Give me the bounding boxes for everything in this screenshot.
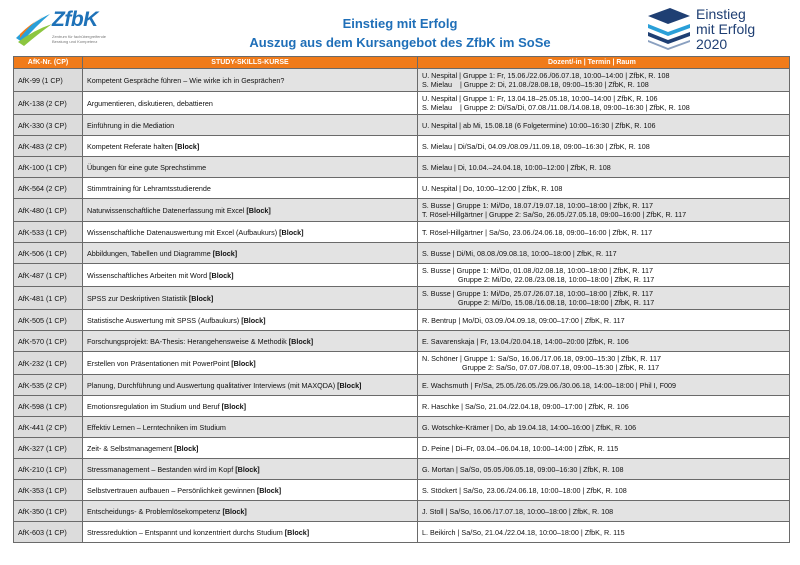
course-schedule-cell <box>418 264 790 287</box>
block-tag: [Block] <box>188 293 214 303</box>
schedule-line: Gruppe 2: Mi/Do, 22.08./23.08.18, 10:00–18:00 | ZfbK, R. 117 <box>422 275 655 284</box>
course-schedule-cell <box>418 115 790 136</box>
table-row <box>14 264 790 287</box>
table-row <box>14 157 790 178</box>
table-row <box>14 522 790 543</box>
course-number: AfK-99 (1 CP) <box>14 69 83 92</box>
course-schedule-cell <box>418 501 790 522</box>
block-tag: [Block] <box>174 141 200 151</box>
course-schedule-cell <box>418 178 790 199</box>
schedule-line: J. Stoll | Sa/So, 16.06./17.07.18, 10:00–18:00 | ZfbK, R. 108 <box>422 506 614 516</box>
block-tag: [Block] <box>231 358 256 368</box>
schedule-line: U. Nespital | Do, 10:00–12:00 | ZfbK, R. 108 <box>422 183 563 193</box>
block-tag: [Block] <box>288 336 314 346</box>
block-tag: [Block] <box>337 380 362 390</box>
course-number: AfK-481 (1 CP) <box>14 287 83 310</box>
table-row <box>14 69 790 92</box>
course-title: Kompetent Referate halten <box>87 141 173 151</box>
table-row <box>14 331 790 352</box>
course-number: AfK-350 (1 CP) <box>14 501 83 522</box>
schedule-line: D. Peine | Di–Fr, 03.04.–06.04.18, 10:00–14:00 | ZfbK, R. 115 <box>422 443 619 453</box>
title-line-1: Einstieg mit Erfolg <box>342 16 458 31</box>
block-tag: [Block] <box>221 401 247 411</box>
course-number: AfK-535 (2 CP) <box>14 375 83 396</box>
course-title: Selbstvertrauen aufbauen – Persönlichkeit gewinnen <box>87 485 255 495</box>
schedule-line: G. Wotschke-Krämer | Do, ab 19.04.18, 14:00–16:00 | ZfbK, R. 106 <box>422 422 637 432</box>
course-number: AfK-480 (1 CP) <box>14 199 83 222</box>
course-title-cell <box>83 157 418 178</box>
course-title: Übungen für eine gute Sprechstimme <box>87 162 207 172</box>
course-title: Forschungsprojekt: BA-Thesis: Herangehensweise & Methodik <box>87 336 287 346</box>
course-title-cell <box>83 115 418 136</box>
table-row <box>14 459 790 480</box>
course-title: Naturwissenschaftliche Datenerfassung mit Excel <box>87 205 245 215</box>
zfbk-logo-text: ZfbK <box>52 8 98 31</box>
schedule-line: S. Busse | Gruppe 1: Mi/Do, 01.08./02.08.18, 10:00–18:00 | ZfbK, R. 117 <box>422 266 653 275</box>
course-title: Stressmanagement – Bestanden wird im Kopf <box>87 464 234 474</box>
course-title-cell <box>83 199 418 222</box>
course-title: SPSS zur Deskriptiven Statistik <box>87 293 187 303</box>
course-number: AfK-353 (1 CP) <box>14 480 83 501</box>
course-number: AfK-570 (1 CP) <box>14 331 83 352</box>
course-schedule-cell <box>418 417 790 438</box>
col-header-dozent: Dozent/-in | Termin | Raum <box>418 57 790 69</box>
table-row <box>14 222 790 243</box>
course-title-cell <box>83 375 418 396</box>
schedule-line: S. Mielau | Gruppe 2: Di/Sa/Di, 07.08./11.08./14.08.18, 09:00–16:30 | ZfbK, R. 108 <box>422 103 690 112</box>
course-number: AfK-441 (2 CP) <box>14 417 83 438</box>
schedule-line: R. Bentrup | Mo/Di, 03.09./04.09.18, 09:00–17:00 | ZfbK, R. 117 <box>422 315 625 325</box>
course-title: Abbildungen, Tabellen und Diagramme <box>87 248 211 258</box>
course-schedule-cell <box>418 480 790 501</box>
schedule-line: T. Rösel-Hillgärtner | Sa/So, 23.06./24.06.18, 09:00–16:00 | ZfbK, R. 117 <box>422 227 653 237</box>
schedule-line: S. Stöckert | Sa/So, 23.06./24.06.18, 10:00–18:00 | ZfbK, R. 108 <box>422 485 627 495</box>
course-title: Wissenschaftliches Arbeiten mit Word <box>87 270 208 280</box>
course-title-cell <box>83 501 418 522</box>
course-number: AfK-598 (1 CP) <box>14 396 83 417</box>
table-row <box>14 501 790 522</box>
course-title-cell <box>83 417 418 438</box>
einstieg-logo-line3: 2020 <box>696 36 728 52</box>
course-number: AfK-487 (1 CP) <box>14 264 83 287</box>
table-row <box>14 178 790 199</box>
course-title: Argumentieren, diskutieren, debattieren <box>87 98 213 108</box>
course-title: Planung, Durchführung und Auswertung qualitativer Interviews (mit MAXQDA) <box>87 380 336 390</box>
course-title-cell <box>83 331 418 352</box>
course-title-cell <box>83 69 418 92</box>
block-tag: [Block] <box>241 315 266 325</box>
schedule-line: G. Mortan | Sa/So, 05.05./06.05.18, 09:00–16:30 | ZfbK, R. 108 <box>422 464 624 474</box>
table-row <box>14 352 790 375</box>
course-title-cell <box>83 438 418 459</box>
block-tag: [Block] <box>222 506 247 516</box>
schedule-line: E. Wachsmuth | Fr/Sa, 25.05./26.05./29.06./30.06.18, 14:00–18:00 | Phil I, F009 <box>422 380 676 390</box>
schedule-line: E. Savarenskaja | Fr, 13.04./20.04.18, 14:00–20:00 |ZfbK, R. 106 <box>422 336 629 346</box>
col-header-nr: AfK-Nr. (CP) <box>14 57 83 69</box>
course-schedule-cell <box>418 157 790 178</box>
block-tag: [Block] <box>235 464 260 474</box>
schedule-line: R. Haschke | Sa/So, 21.04./22.04.18, 09:00–17:00 | ZfbK, R. 106 <box>422 401 629 411</box>
course-title-cell <box>83 136 418 157</box>
course-number: AfK-483 (2 CP) <box>14 136 83 157</box>
course-schedule-cell <box>418 310 790 331</box>
einstieg-logo <box>646 6 786 52</box>
schedule-line: S. Busse | Di/Mi, 08.08./09.08.18, 10:00–18:00 | ZfbK, R. 117 <box>422 248 617 258</box>
course-number: AfK-506 (1 CP) <box>14 243 83 264</box>
course-schedule-cell <box>418 222 790 243</box>
course-schedule-cell <box>418 136 790 157</box>
zfbk-logo-icon <box>14 8 54 48</box>
course-title-cell <box>83 243 418 264</box>
einstieg-logo-line2: mit Erfolg <box>696 21 756 37</box>
table-row <box>14 375 790 396</box>
zfbk-logo-tagline: Zentrum für fachübergreifende Beratung und Kompetenz <box>52 34 107 44</box>
course-number: AfK-138 (2 CP) <box>14 92 83 115</box>
table-row <box>14 438 790 459</box>
schedule-line: L. Beikirch | Sa/So, 21.04./22.04.18, 10:00–18:00 | ZfbK, R. 115 <box>422 527 625 537</box>
course-number: AfK-533 (1 CP) <box>14 222 83 243</box>
course-title-cell <box>83 264 418 287</box>
course-schedule-cell <box>418 287 790 310</box>
table-row <box>14 287 790 310</box>
course-number: AfK-564 (2 CP) <box>14 178 83 199</box>
course-schedule-cell <box>418 459 790 480</box>
course-number: AfK-327 (1 CP) <box>14 438 83 459</box>
table-row <box>14 136 790 157</box>
table-row <box>14 243 790 264</box>
schedule-line: Gruppe 2: Sa/So, 07.07./08.07.18, 09:00–15:30 | ZfbK, R. 117 <box>422 363 660 372</box>
title-line-2: Auszug aus dem Kursangebot des ZfbK im SoSe <box>249 35 551 50</box>
course-table <box>13 56 790 543</box>
schedule-line: S. Busse | Gruppe 1: Mi/Do, 18.07./19.07.18, 10:00–18:00 | ZfbK, R. 117 <box>422 201 653 210</box>
schedule-line: U. Nespital | Gruppe 1: Fr, 15.06./22.06./06.07.18, 10:00–14:00 | ZfbK, R. 108 <box>422 71 670 80</box>
course-title-cell <box>83 92 418 115</box>
course-title-cell <box>83 178 418 199</box>
schedule-line: U. Nespital | ab Mi, 15.08.18 (6 Folgetermine) 10:00–16:30 | ZfbK, R. 106 <box>422 120 656 130</box>
course-number: AfK-232 (1 CP) <box>14 352 83 375</box>
table-row <box>14 480 790 501</box>
course-title-cell <box>83 310 418 331</box>
course-title-cell <box>83 396 418 417</box>
block-tag: [Block] <box>212 248 238 258</box>
course-schedule-cell <box>418 331 790 352</box>
schedule-line: S. Mielau | Di, 10.04.–24.04.18, 10:00–12:00 | ZfbK, R. 108 <box>422 162 611 172</box>
course-number: AfK-505 (1 CP) <box>14 310 83 331</box>
page-header <box>0 0 800 56</box>
block-tag: [Block] <box>246 205 271 215</box>
course-schedule-cell <box>418 375 790 396</box>
course-schedule-cell <box>418 243 790 264</box>
course-title: Effektiv Lernen – Lerntechniken im Studium <box>87 422 226 432</box>
course-title: Kompetent Gespräche führen – Wie wirke ich in Gesprächen? <box>87 75 285 85</box>
table-row <box>14 92 790 115</box>
course-title-cell <box>83 522 418 543</box>
course-number: AfK-100 (1 CP) <box>14 157 83 178</box>
schedule-line: S. Mielau | Gruppe 2: Di, 21.08./28.08.18, 09:00–15:30 | ZfbK, R. 108 <box>422 80 649 89</box>
course-title: Emotionsregulation im Studium und Beruf <box>87 401 220 411</box>
schedule-line: S. Mielau | Di/Sa/Di, 04.09./08.09./11.09.18, 09:00–16:30 | ZfbK, R. 108 <box>422 141 650 151</box>
block-tag: [Block] <box>256 485 282 495</box>
table-header-row <box>14 57 790 69</box>
course-title-cell <box>83 459 418 480</box>
block-tag: [Block] <box>209 270 234 280</box>
course-title-cell <box>83 480 418 501</box>
schedule-line: Gruppe 2: Mi/Do, 15.08./16.08.18, 10:00–18:00 | ZfbK, R. 117 <box>422 298 655 307</box>
course-title: Zeit- & Selbstmanagement <box>87 443 173 453</box>
course-title: Wissenschaftliche Datenauswertung mit Excel (Aufbaukurs) <box>87 227 278 237</box>
course-schedule-cell <box>418 199 790 222</box>
table-row <box>14 396 790 417</box>
course-title: Einführung in die Mediation <box>87 120 175 130</box>
course-number: AfK-210 (1 CP) <box>14 459 83 480</box>
schedule-line: T. Rösel-Hillgärtner | Gruppe 2: Sa/So, 26.05./27.05.18, 09:00–16:00 | ZfbK, R. 117 <box>422 210 687 219</box>
course-number: AfK-603 (1 CP) <box>14 522 83 543</box>
stacked-books-icon <box>646 6 692 50</box>
table-row <box>14 417 790 438</box>
schedule-line: U. Nespital | Gruppe 1: Fr, 13.04.18–25.05.18, 10:00–14:00 | ZfbK, R. 106 <box>422 94 658 103</box>
course-schedule-cell <box>418 92 790 115</box>
course-schedule-cell <box>418 438 790 459</box>
table-row <box>14 310 790 331</box>
course-schedule-cell <box>418 396 790 417</box>
col-header-kurs: STUDY-SKILLS-KURSE <box>83 57 418 69</box>
schedule-line: N. Schöner | Gruppe 1: Sa/So, 16.06./17.06.18, 09:00–15:30 | ZfbK, R. 117 <box>422 354 661 363</box>
course-title: Stressreduktion – Entspannt und konzentriert durchs Studium <box>87 527 283 537</box>
block-tag: [Block] <box>284 527 310 537</box>
course-title: Entscheidungs- & Problemlösekompetenz <box>87 506 221 516</box>
course-schedule-cell <box>418 352 790 375</box>
table-row <box>14 115 790 136</box>
schedule-line: S. Busse | Gruppe 1: Mi/Do, 25.07./26.07.18, 10:00–18:00 | ZfbK, R. 117 <box>422 289 653 298</box>
course-title-cell <box>83 287 418 310</box>
course-title-cell <box>83 352 418 375</box>
block-tag: [Block] <box>174 443 199 453</box>
course-title: Erstellen von Präsentationen mit PowerPoint <box>87 358 230 368</box>
course-title: Statistische Auswertung mit SPSS (Aufbaukurs) <box>87 315 240 325</box>
einstieg-logo-line1: Einstieg <box>696 6 746 22</box>
zfbk-logo <box>14 6 124 50</box>
course-schedule-cell <box>418 522 790 543</box>
course-number: AfK-330 (3 CP) <box>14 115 83 136</box>
course-title-cell <box>83 222 418 243</box>
table-row <box>14 199 790 222</box>
block-tag: [Block] <box>279 227 304 237</box>
course-schedule-cell <box>418 69 790 92</box>
course-title: Stimmtraining für Lehramtsstudierende <box>87 183 211 193</box>
